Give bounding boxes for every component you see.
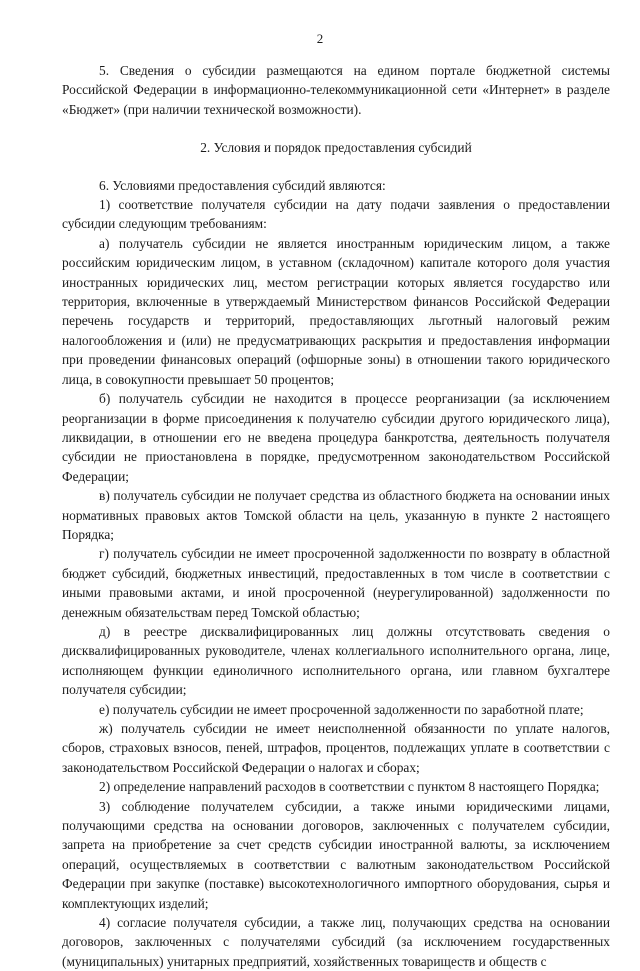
document-body bbox=[62, 61, 610, 971]
item-1-v: в) получатель субсидии не получает средства из областного бюджета на основании иных нормативных правовых актов Томской области на цель, указанную в пункте 2 настоящего Порядка; bbox=[62, 488, 610, 542]
item-1-a: а) получатель субсидии не является иностранным юридическим лицом, а также российским юридическим лицом, в уставном (складочном) капитале которого доля участия иностранных юридических лиц, местом регистрации которых является государство или территория, включенные в утверждаемый Министерством финансов Российской Федерации перечень государств и территорий, предоставляющих льготный налоговый режим налогообложения и (или) не предусматривающих раскрытия и предоставления информации при проведении финансовых операций (офшорные зоны) в отношении такого юридического лица, в совокупности превышает 50 процентов; bbox=[62, 235, 610, 387]
item-1-b: б) получатель субсидии не находится в процессе реорганизации (за исключением реорганизации в форме присоединения к получателю субсидии другого юридического лица), ликвидации, в отношении его не введена процедура банкротства, деятельность получателя субсидии не приостановлена в порядке, предусмотренном законодательством Российской Федерации; bbox=[62, 391, 610, 484]
item-3: 3) соблюдение получателем субсидии, а также иными юридическими лицами, получающими средства на основании договоров, заключенных с получателем субсидии, запрета на приобретение за счет средств субсидии иностранной валюты, за исключением операций, осуществляемых в соответствии с валютным законодательством Российской Федерации при закупке (поставке) высокотехнологичного импортного оборудования, сырья и комплектующих изделий; bbox=[62, 798, 610, 911]
paragraph-6: 6. Условиями предоставления субсидий являются: bbox=[99, 177, 386, 193]
item-1-zh: ж) получатель субсидии не имеет неисполненной обязанности по уплате налогов, сборов, страховых взносов, пеней, штрафов, процентов, подлежащих уплате в соответствии с законодательством Российской Федерации о налогах и сборах; bbox=[62, 721, 610, 775]
paragraph-5: 5. Сведения о субсидии размещаются на едином портале бюджетной системы Российской Федерации в информационно-телекоммуникационной сети «Интернет» в разделе «Бюджет» (при наличии технической возможности). bbox=[62, 63, 610, 117]
page-number: 2 bbox=[316, 31, 324, 46]
item-1-d: д) в реестре дисквалифицированных лиц должны отсутствовать сведения о дисквалифицированных руководителе, членах коллегиального исполнительного органа, лице, исполняющем функции единоличного исполнительного органа, или главном бухгалтере получателя субсидии; bbox=[62, 623, 610, 698]
section-heading: 2. Условия и порядок предоставления субсидий bbox=[200, 140, 472, 156]
item-4: 4) согласие получателя субсидии, а также лиц, получающих средства на основании договоров, заключенных с получателями субсидий (за исключением государственных (муниципальных) унитарных предприятий, хозяйственных товариществ и обществ с bbox=[62, 915, 610, 969]
item-2: 2) определение направлений расходов в соответствии с пунктом 8 настоящего Порядка; bbox=[99, 779, 600, 795]
item-1: 1) соответствие получателя субсидии на дату подачи заявления о предоставлении субсидии следующим требованиям: bbox=[62, 197, 610, 232]
item-1-g: г) получатель субсидии не имеет просроченной задолженности по возврату в областной бюджет субсидий, бюджетных инвестиций, предоставленных в том числе в соответствии с иными правовыми актами, и иной просроченной (неурегулированной) задолженности по денежным обязательствам перед Томской областью; bbox=[62, 546, 610, 620]
item-1-e: е) получатель субсидии не имеет просроченной задолженности по заработной плате; bbox=[99, 701, 584, 717]
